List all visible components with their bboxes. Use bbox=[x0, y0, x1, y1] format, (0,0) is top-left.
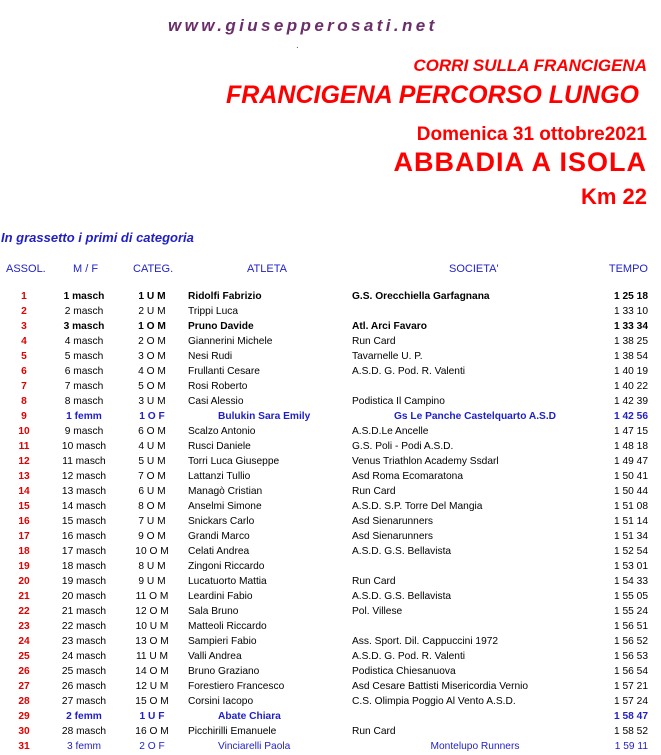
cell-time: 1 51 14 bbox=[614, 516, 648, 527]
table-row bbox=[0, 664, 661, 679]
cell-position: 5 bbox=[21, 351, 27, 362]
race-date: Domenica 31 ottobre2021 bbox=[416, 124, 647, 145]
cell-athlete: Vinciarelli Paola bbox=[218, 741, 291, 752]
cell-athlete: Lattanzi Tullio bbox=[188, 471, 251, 482]
cell-category: 5 O M bbox=[138, 381, 166, 392]
table-row bbox=[0, 469, 661, 484]
cell-club: Podistica Il Campino bbox=[352, 396, 445, 407]
cell-gender-rank: 3 femm bbox=[67, 741, 101, 752]
site-url: www.giusepperosati.net bbox=[168, 16, 438, 35]
cell-athlete: Managò Cristian bbox=[188, 486, 263, 497]
table-row bbox=[0, 304, 661, 319]
cell-category: 1 O M bbox=[138, 321, 166, 332]
cell-category: 11 O M bbox=[135, 591, 169, 602]
cell-time: 1 38 25 bbox=[614, 336, 648, 347]
cell-athlete: Rosi Roberto bbox=[188, 381, 248, 392]
table-row bbox=[0, 349, 661, 364]
table-row bbox=[0, 514, 661, 529]
cell-gender-rank: 17 masch bbox=[61, 546, 107, 557]
cell-time: 1 33 34 bbox=[614, 321, 648, 332]
cell-gender-rank: 7 masch bbox=[64, 381, 104, 392]
cell-club: G.S. Orecchiella Garfagnana bbox=[352, 291, 490, 302]
cell-position: 16 bbox=[18, 516, 30, 527]
cell-position: 14 bbox=[18, 486, 30, 497]
cell-position: 11 bbox=[18, 441, 30, 452]
cell-time: 1 25 18 bbox=[614, 291, 648, 302]
cell-time: 1 58 47 bbox=[614, 711, 648, 722]
cell-athlete: Sampieri Fabio bbox=[188, 636, 257, 647]
cell-time: 1 53 01 bbox=[614, 561, 648, 572]
cell-category: 3 O M bbox=[138, 351, 166, 362]
table-row bbox=[0, 649, 661, 664]
cell-position: 31 bbox=[18, 741, 30, 752]
cell-gender-rank: 22 masch bbox=[61, 621, 107, 632]
cell-position: 29 bbox=[18, 711, 30, 722]
cell-club: Podistica Chiesanuova bbox=[352, 666, 456, 677]
race-place: ABBADIA A ISOLA bbox=[393, 147, 647, 177]
table-row bbox=[0, 424, 661, 439]
cell-position: 30 bbox=[18, 726, 30, 737]
cell-gender-rank: 16 masch bbox=[61, 531, 107, 542]
cell-athlete: Rusci Daniele bbox=[188, 441, 251, 452]
cell-gender-rank: 12 masch bbox=[61, 471, 107, 482]
cell-club: A.S.D. G.S. Bellavista bbox=[352, 591, 452, 602]
cell-athlete: Scalzo Antonio bbox=[188, 426, 256, 437]
cell-category: 7 U M bbox=[138, 516, 166, 527]
cell-category: 12 U M bbox=[135, 681, 169, 692]
cell-position: 12 bbox=[18, 456, 30, 467]
cell-time: 1 57 24 bbox=[614, 696, 648, 707]
table-row bbox=[0, 709, 661, 724]
header-athlete: ATLETA bbox=[247, 263, 287, 275]
table-row bbox=[0, 439, 661, 454]
cell-category: 4 U M bbox=[138, 441, 166, 452]
cell-time: 1 57 21 bbox=[614, 681, 648, 692]
cell-category: 6 U M bbox=[138, 486, 166, 497]
cell-category: 16 O M bbox=[135, 726, 169, 737]
cell-category: 1 U M bbox=[138, 291, 166, 302]
header-club: SOCIETA' bbox=[449, 263, 499, 275]
header-mf: M / F bbox=[73, 263, 99, 275]
cell-time: 1 55 24 bbox=[614, 606, 648, 617]
cell-time: 1 42 56 bbox=[614, 411, 648, 422]
cell-category: 11 U M bbox=[135, 651, 169, 662]
table-row bbox=[0, 739, 661, 754]
cell-gender-rank: 6 masch bbox=[64, 366, 104, 377]
table-row bbox=[0, 394, 661, 409]
cell-time: 1 49 47 bbox=[614, 456, 648, 467]
cell-time: 1 48 18 bbox=[614, 441, 648, 452]
cell-gender-rank: 11 masch bbox=[62, 456, 106, 467]
cell-club: A.S.D. G. Pod. R. Valenti bbox=[352, 366, 466, 377]
cell-gender-rank: 14 masch bbox=[61, 501, 107, 512]
table-row bbox=[0, 529, 661, 544]
cell-time: 1 56 54 bbox=[614, 666, 648, 677]
cell-club: Run Card bbox=[352, 336, 396, 347]
results-header bbox=[0, 263, 661, 279]
table-row bbox=[0, 409, 661, 424]
dot-mark: . bbox=[296, 40, 299, 51]
cell-position: 20 bbox=[18, 576, 30, 587]
cell-time: 1 33 10 bbox=[614, 306, 648, 317]
cell-club: Run Card bbox=[352, 486, 396, 497]
results-table bbox=[0, 289, 661, 754]
cell-club: G.S. Poli - Podi A.S.D. bbox=[352, 441, 454, 452]
cell-club: Atl. Arci Favaro bbox=[352, 321, 427, 332]
cell-club: Gs Le Panche Castelquarto A.S.D bbox=[393, 411, 557, 422]
cell-club: A.S.D.Le Ancelle bbox=[352, 426, 429, 437]
cell-category: 3 U M bbox=[138, 396, 166, 407]
cell-position: 13 bbox=[18, 471, 30, 482]
cell-gender-rank: 4 masch bbox=[64, 336, 104, 347]
race-distance: Km 22 bbox=[580, 184, 647, 209]
event-series: CORRI SULLA FRANCIGENA bbox=[413, 56, 647, 75]
table-row bbox=[0, 589, 661, 604]
bold-note: In grassetto i primi di categoria bbox=[1, 230, 194, 245]
cell-athlete: Bulukin Sara Emily bbox=[218, 411, 311, 422]
cell-time: 1 52 54 bbox=[614, 546, 648, 557]
cell-time: 1 40 22 bbox=[614, 381, 648, 392]
cell-time: 1 56 52 bbox=[614, 636, 648, 647]
cell-category: 1 O F bbox=[139, 411, 165, 422]
cell-club: Pol. Villese bbox=[352, 606, 403, 617]
cell-club: A.S.D. G.S. Bellavista bbox=[352, 546, 452, 557]
cell-position: 3 bbox=[21, 321, 27, 332]
cell-time: 1 50 41 bbox=[614, 471, 648, 482]
cell-athlete: Valli Andrea bbox=[188, 651, 242, 662]
cell-club: Asd Sienarunners bbox=[352, 531, 433, 542]
cell-time: 1 51 08 bbox=[614, 501, 648, 512]
cell-club: Ass. Sport. Dil. Cappuccini 1972 bbox=[352, 636, 499, 647]
cell-category: 1 U F bbox=[139, 711, 165, 722]
cell-time: 1 51 34 bbox=[614, 531, 648, 542]
cell-position: 28 bbox=[18, 696, 30, 707]
cell-athlete: Giannerini Michele bbox=[188, 336, 273, 347]
cell-category: 4 O M bbox=[138, 366, 166, 377]
cell-gender-rank: 5 masch bbox=[64, 351, 104, 362]
table-row bbox=[0, 559, 661, 574]
cell-time: 1 56 51 bbox=[614, 621, 648, 632]
cell-athlete: Picchirilli Emanuele bbox=[188, 726, 277, 737]
header-time: TEMPO bbox=[608, 263, 648, 275]
cell-category: 15 O M bbox=[135, 696, 169, 707]
cell-category: 2 O F bbox=[139, 741, 165, 752]
cell-club: A.S.D. G. Pod. R. Valenti bbox=[352, 651, 466, 662]
cell-gender-rank: 27 masch bbox=[61, 696, 107, 707]
cell-athlete: Trippi Luca bbox=[188, 306, 239, 317]
cell-category: 9 U M bbox=[138, 576, 166, 587]
cell-position: 18 bbox=[18, 546, 30, 557]
table-row bbox=[0, 619, 661, 634]
cell-category: 8 O M bbox=[138, 501, 166, 512]
cell-category: 9 O M bbox=[138, 531, 166, 542]
header-pos: ASSOL. bbox=[6, 263, 46, 275]
cell-gender-rank: 21 masch bbox=[61, 606, 107, 617]
cell-athlete: Bruno Graziano bbox=[188, 666, 260, 677]
cell-athlete: Nesi Rudi bbox=[188, 351, 233, 362]
cell-gender-rank: 1 femm bbox=[66, 411, 102, 422]
cell-category: 10 U M bbox=[135, 621, 169, 632]
table-row bbox=[0, 319, 661, 334]
cell-gender-rank: 9 masch bbox=[64, 426, 104, 437]
table-row bbox=[0, 604, 661, 619]
cell-category: 6 O M bbox=[138, 426, 166, 437]
cell-club: Asd Sienarunners bbox=[352, 516, 433, 527]
cell-athlete: Ridolfi Fabrizio bbox=[188, 291, 262, 302]
cell-category: 13 O M bbox=[135, 636, 169, 647]
cell-position: 19 bbox=[18, 561, 30, 572]
cell-category: 12 O M bbox=[135, 606, 169, 617]
cell-time: 1 58 52 bbox=[614, 726, 648, 737]
cell-position: 15 bbox=[18, 501, 30, 512]
cell-position: 22 bbox=[18, 606, 30, 617]
table-row bbox=[0, 634, 661, 649]
cell-gender-rank: 8 masch bbox=[64, 396, 104, 407]
cell-position: 21 bbox=[18, 591, 30, 602]
cell-club: Montelupo Runners bbox=[430, 741, 520, 752]
cell-club: Run Card bbox=[352, 726, 396, 737]
cell-position: 2 bbox=[21, 306, 27, 317]
cell-position: 10 bbox=[18, 426, 30, 437]
cell-club: Run Card bbox=[352, 576, 396, 587]
cell-position: 23 bbox=[18, 621, 30, 632]
cell-gender-rank: 10 masch bbox=[61, 441, 107, 452]
table-row bbox=[0, 379, 661, 394]
cell-position: 6 bbox=[21, 366, 27, 377]
cell-position: 27 bbox=[18, 681, 30, 692]
cell-gender-rank: 19 masch bbox=[61, 576, 107, 587]
cell-category: 2 O M bbox=[138, 336, 166, 347]
cell-position: 7 bbox=[21, 381, 27, 392]
cell-athlete: Casi Alessio bbox=[188, 396, 244, 407]
cell-athlete: Pruno Davide bbox=[188, 321, 254, 332]
cell-position: 4 bbox=[21, 336, 27, 347]
cell-club: A.S.D. S.P. Torre Del Mangia bbox=[352, 501, 483, 512]
cell-athlete: Anselmi Simone bbox=[188, 501, 262, 512]
table-row bbox=[0, 289, 661, 304]
cell-gender-rank: 24 masch bbox=[61, 651, 107, 662]
cell-athlete: Grandi Marco bbox=[188, 531, 250, 542]
cell-category: 7 O M bbox=[138, 471, 166, 482]
cell-time: 1 56 53 bbox=[614, 651, 648, 662]
cell-gender-rank: 2 masch bbox=[64, 306, 104, 317]
table-row bbox=[0, 499, 661, 514]
cell-gender-rank: 28 masch bbox=[61, 726, 107, 737]
table-row bbox=[0, 724, 661, 739]
cell-gender-rank: 13 masch bbox=[61, 486, 107, 497]
table-row bbox=[0, 574, 661, 589]
table-row bbox=[0, 364, 661, 379]
cell-athlete: Zingoni Riccardo bbox=[188, 561, 265, 572]
cell-time: 1 47 15 bbox=[614, 426, 648, 437]
cell-position: 25 bbox=[18, 651, 30, 662]
cell-athlete: Lucatuorto Mattia bbox=[188, 576, 267, 587]
cell-athlete: Forestiero Francesco bbox=[188, 681, 285, 692]
cell-gender-rank: 26 masch bbox=[61, 681, 107, 692]
cell-athlete: Abate Chiara bbox=[218, 711, 281, 722]
cell-gender-rank: 20 masch bbox=[61, 591, 107, 602]
cell-time: 1 54 33 bbox=[614, 576, 648, 587]
cell-athlete: Sala Bruno bbox=[188, 606, 239, 617]
cell-gender-rank: 2 femm bbox=[66, 711, 102, 722]
table-row bbox=[0, 544, 661, 559]
cell-club: Tavarnelle U. P. bbox=[352, 351, 423, 362]
cell-athlete: Frullanti Cesare bbox=[188, 366, 260, 377]
cell-gender-rank: 23 masch bbox=[61, 636, 107, 647]
cell-position: 8 bbox=[21, 396, 27, 407]
cell-time: 1 40 19 bbox=[614, 366, 648, 377]
cell-position: 9 bbox=[21, 411, 27, 422]
cell-time: 1 38 54 bbox=[614, 351, 648, 362]
cell-gender-rank: 18 masch bbox=[61, 561, 107, 572]
table-row bbox=[0, 694, 661, 709]
table-row bbox=[0, 484, 661, 499]
cell-position: 24 bbox=[18, 636, 30, 647]
cell-club: Asd Roma Ecomaratona bbox=[352, 471, 463, 482]
table-row bbox=[0, 454, 661, 469]
cell-athlete: Snickars Carlo bbox=[188, 516, 255, 527]
cell-time: 1 59 11 bbox=[614, 741, 648, 752]
cell-category: 8 U M bbox=[138, 561, 166, 572]
cell-athlete: Corsini Iacopo bbox=[188, 696, 254, 707]
cell-time: 1 42 39 bbox=[614, 396, 648, 407]
cell-athlete: Celati Andrea bbox=[188, 546, 250, 557]
table-row bbox=[0, 334, 661, 349]
cell-gender-rank: 3 masch bbox=[63, 321, 105, 332]
cell-athlete: Matteoli Riccardo bbox=[188, 621, 267, 632]
cell-athlete: Torri Luca Giuseppe bbox=[188, 456, 280, 467]
cell-gender-rank: 15 masch bbox=[61, 516, 107, 527]
cell-gender-rank: 25 masch bbox=[61, 666, 107, 677]
cell-time: 1 50 44 bbox=[614, 486, 648, 497]
cell-category: 14 O M bbox=[135, 666, 169, 677]
cell-gender-rank: 1 masch bbox=[63, 291, 105, 302]
cell-club: Asd Cesare Battisti Misericordia Vernio bbox=[352, 681, 529, 692]
cell-position: 26 bbox=[18, 666, 30, 677]
cell-category: 5 U M bbox=[138, 456, 166, 467]
race-title: FRANCIGENA PERCORSO LUNGO bbox=[226, 81, 639, 109]
cell-athlete: Leardini Fabio bbox=[188, 591, 253, 602]
cell-position: 17 bbox=[18, 531, 30, 542]
cell-time: 1 55 05 bbox=[614, 591, 648, 602]
cell-category: 2 U M bbox=[138, 306, 166, 317]
cell-club: Venus Triathlon Academy Ssdarl bbox=[352, 456, 499, 467]
cell-club: C.S. Olimpia Poggio Al Vento A.S.D. bbox=[352, 696, 516, 707]
table-row bbox=[0, 679, 661, 694]
cell-position: 1 bbox=[21, 291, 27, 302]
cell-category: 10 O M bbox=[135, 546, 169, 557]
header-cat: CATEG. bbox=[133, 263, 174, 275]
